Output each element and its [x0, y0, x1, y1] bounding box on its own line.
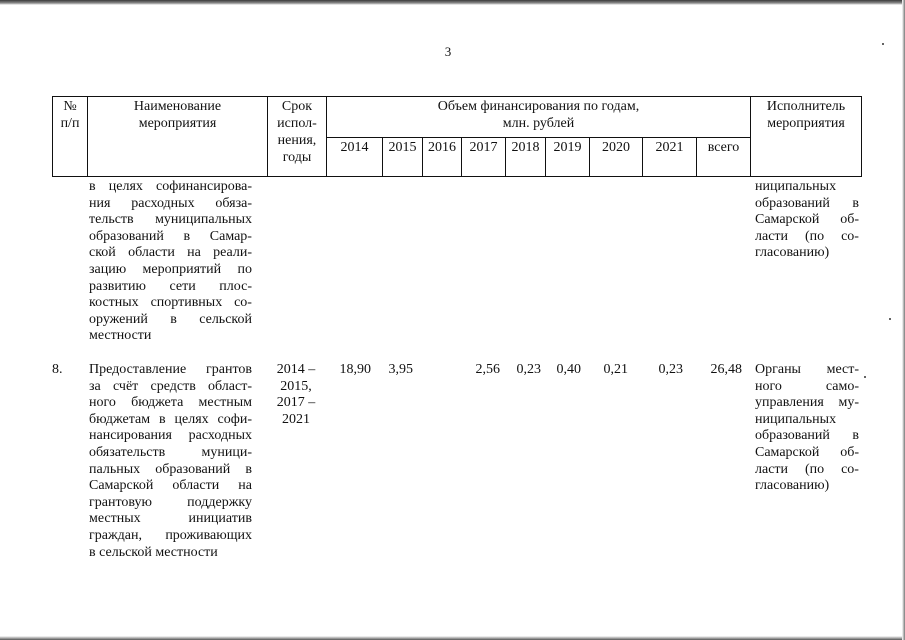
text-line: ской области на реали-: [89, 245, 252, 261]
value-2015: 3,95: [388, 362, 413, 377]
value-2019: 0,40: [556, 362, 581, 377]
value-2014: 18,90: [339, 362, 371, 377]
row-term: [267, 362, 325, 428]
text-line: ного бюджета местным: [89, 395, 252, 411]
text-line: управления му-: [755, 395, 859, 411]
year-total: всего: [707, 140, 740, 155]
value-2018: 0,23: [516, 362, 541, 377]
text-line: обязательств муници-: [89, 444, 252, 460]
row-name: [89, 362, 252, 561]
value-total: 26,48: [710, 362, 742, 377]
text-line: ного само-: [755, 378, 859, 394]
text-line: костных спортивных со-: [89, 295, 252, 311]
header-funding: Объем финансирования по годам, млн. рублей: [437, 99, 640, 131]
header-subdivider: [327, 137, 751, 138]
text-line: местности: [89, 328, 152, 344]
text-line: гласованию): [755, 245, 830, 261]
year-2017: 2017: [469, 140, 498, 155]
text-line: Самарской об-: [755, 444, 859, 460]
text-line: ласти (по со-: [755, 461, 859, 477]
text-line: ниципальных: [755, 411, 837, 427]
header-number: № п/п: [60, 99, 80, 131]
text-line: 2021: [282, 411, 310, 427]
header-term: Срок испол- нения, годы: [277, 99, 317, 165]
text-line: оружений в сельской: [89, 311, 252, 327]
year-2014: 2014: [340, 140, 369, 155]
scan-edge-bottom: [0, 636, 905, 640]
text-line: зацию мероприятий по: [89, 261, 252, 277]
scan-speck: [889, 318, 891, 320]
text-line: граждан, проживающих: [89, 527, 252, 543]
text-line: 2017 –: [276, 395, 316, 411]
text-line: 2015,: [280, 378, 312, 394]
text-line: Самарской области на: [89, 478, 252, 494]
text-line: бюджетам в целях софи-: [89, 411, 252, 427]
text-line: образований в Самар-: [89, 228, 252, 244]
text-line: ласти (по со-: [755, 228, 859, 244]
scan-speck: [864, 376, 866, 378]
text-line: тельств муниципальных: [89, 212, 252, 228]
text-line: Самарской об-: [755, 212, 859, 228]
continuation-executor: [755, 179, 859, 262]
text-line: образований в: [755, 195, 859, 211]
scan-edge-top: [0, 0, 905, 5]
page-number: 3: [444, 44, 452, 59]
text-line: Предоставление грантов: [89, 362, 252, 377]
year-2016: 2016: [428, 140, 456, 155]
text-line: ния расходных обяза-: [89, 195, 252, 211]
text-line: гласованию): [755, 478, 830, 494]
row-number: 8.: [52, 362, 63, 377]
text-line: развитию сети плос-: [89, 278, 252, 294]
row-executor: [755, 362, 859, 495]
year-2019: 2019: [553, 140, 582, 155]
text-line: пальных образований в: [89, 461, 252, 477]
year-2020: 2020: [602, 140, 630, 155]
year-2018: 2018: [511, 140, 540, 155]
scan-speck: [882, 43, 884, 45]
year-2015: 2015: [388, 140, 417, 155]
text-line: Органы мест-: [755, 362, 859, 377]
table-header: [52, 96, 862, 177]
value-2020: 0,21: [603, 362, 628, 377]
text-line: в целях софинансирова-: [89, 179, 252, 194]
continuation-name: [89, 179, 252, 345]
text-line: грантовую поддержку: [89, 494, 252, 510]
value-2021: 0,23: [658, 362, 683, 377]
value-2017: 2,56: [475, 362, 500, 377]
text-line: за счёт средств област-: [89, 378, 252, 394]
header-executor: Исполнитель мероприятия: [766, 99, 846, 131]
header-name: Наименование мероприятия: [133, 99, 222, 131]
text-line: в сельской местности: [89, 544, 218, 560]
text-line: образований в: [755, 428, 859, 444]
text-line: ниципальных: [755, 179, 837, 194]
text-line: местных инициатив: [89, 511, 252, 527]
text-line: нансирования расходных: [89, 428, 252, 444]
text-line: 2014 –: [276, 362, 316, 377]
year-2021: 2021: [655, 140, 684, 155]
